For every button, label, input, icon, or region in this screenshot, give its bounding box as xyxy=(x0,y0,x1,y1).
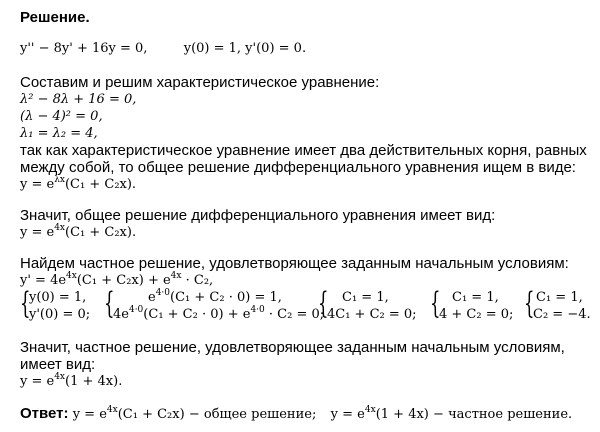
system-3-row-2: 4C₁ + C₂ = 0; xyxy=(327,307,417,322)
characteristic-eq-2: (λ − 4)² = 0, xyxy=(20,109,103,124)
particular-intro: Найдем частное решение, удовлетворяющее заданным начальным условиям: xyxy=(20,255,569,272)
conclusion-line-2: имеет вид: xyxy=(20,356,96,373)
derivative-formula: $y' = 4e^{4x}(C_1 + C_2x) + e^{4x} \cdot C_2$, xyxy=(20,271,214,288)
general-form xyxy=(20,176,136,193)
answer-label: Ответ: xyxy=(20,405,69,422)
solution-title: Решение. xyxy=(20,9,90,26)
system-2-row-1: $e^{4\cdot 0}(C_1 + C_2 \cdot 0) = 1$, xyxy=(148,288,282,305)
answer-particular-note: − частное решение. xyxy=(433,407,573,422)
general-intro: Значит, общее решение дифференциального уравнения имеет вид: xyxy=(20,207,496,224)
characteristic-intro: Составим и решим характеристическое уравнение: xyxy=(20,74,380,91)
system-1-row-1: y(0) = 1, xyxy=(29,290,87,305)
system-1-row-2: y'(0) = 0; xyxy=(29,307,91,322)
task-equation xyxy=(20,40,306,57)
general-form-formula: $y = e^{\lambda x}(C_1 + C_2x)$. xyxy=(20,175,137,192)
derivative-line xyxy=(20,272,213,289)
characteristic-roots: λ₁ = λ₂ = 4, xyxy=(20,126,98,141)
system-2-row-2: $4e^{4\cdot 0}(C_1 + C_2 \cdot 0) + e^{4\cdot 0} \cdot C_2 = 0$; xyxy=(113,305,325,322)
system-4-row-1: C₁ = 1, xyxy=(452,290,499,305)
conclusion-line-1: Значит, частное решение, удовлетворяющее заданным начальным условиям, xyxy=(20,339,565,356)
initial-conditions: y(0) = 1, y'(0) = 0. xyxy=(183,41,307,56)
answer-general-note: − общее решение; xyxy=(188,407,317,422)
reason-line-1: так как характеристическое уравнение имеет два действительных корня, равных xyxy=(20,142,587,159)
reason-line-2: между собой, то общее решение дифференциального уравнения ищем в виде: xyxy=(20,159,576,176)
general-solution xyxy=(20,224,136,241)
ode-equation: y'' − 8y' + 16y = 0, xyxy=(20,41,148,56)
answer-particular-formula: $y = e^{4x}(1 + 4x)$ xyxy=(330,405,429,422)
answer-line xyxy=(20,405,572,423)
system-5-row-2: C₂ = −4. xyxy=(533,307,591,322)
system-5-row-1: C₁ = 1, xyxy=(536,290,583,305)
answer-general-formula: $y = e^{4x}(C_1 + C_2x)$ xyxy=(72,405,185,422)
system-3-row-1: C₁ = 1, xyxy=(342,290,389,305)
characteristic-eq-1: λ² − 8λ + 16 = 0, xyxy=(20,92,137,107)
particular-solution xyxy=(20,373,122,390)
general-solution-formula: $y = e^{4x}(C_1 + C_2x)$. xyxy=(20,223,137,240)
particular-solution-formula: $y = e^{4x}(1 + 4x)$. xyxy=(20,372,123,389)
solution-document: Решение. y'' − 8y' + 16y = 0, y(0) = 1, y'(0) = 0. Составим и решим характеристическое уравнение: λ² − 8λ + 16 = 0, (λ − 4)² = 0, λ₁ = λ₂ = 4, так как характеристическое уравнение имеет два действительных корня, равных между собой, то общее решение дифференциального уравнения ищем в виде: $y = e^{\lambda x}(C_1 + C_2x)$. Значит, общее решение дифференциального уравнения имеет вид: $y = e^{4x}(C_1 + C_2x)$. Найдем частное решение, удовлетворяющее заданным начальным условиям: $y' = 4e^{4x}(C_1 + C_2x) + e^{4x} \cdot C_2$, { y(0) = 1, y'(0) = 0; { $e^{4\cdot 0}(C_1 + C_2 \cdot 0) = 1$, $4e^{4\cdot 0}(C_1 + C_2 \cdot 0) + e^{4\cdot 0} \cdot C_2 = 0$; { C₁ = 1, 4C₁ + C₂ = 0; { C₁ = 1, 4 + C₂ = 0; { C₁ = 1, C₂ = −4. Значит, частное решение, удовлетворяющее заданным начальным условиям, имеет вид: $y = e^{4x}(1 + 4x)$. Ответ: $y = e^{4x}(C_1 + C_2x)$ − общее решение; $y = e^{4x}(1 + 4x)$ − частное решение. xyxy=(20,9,591,422)
system-4-row-2: 4 + C₂ = 0; xyxy=(439,307,514,322)
